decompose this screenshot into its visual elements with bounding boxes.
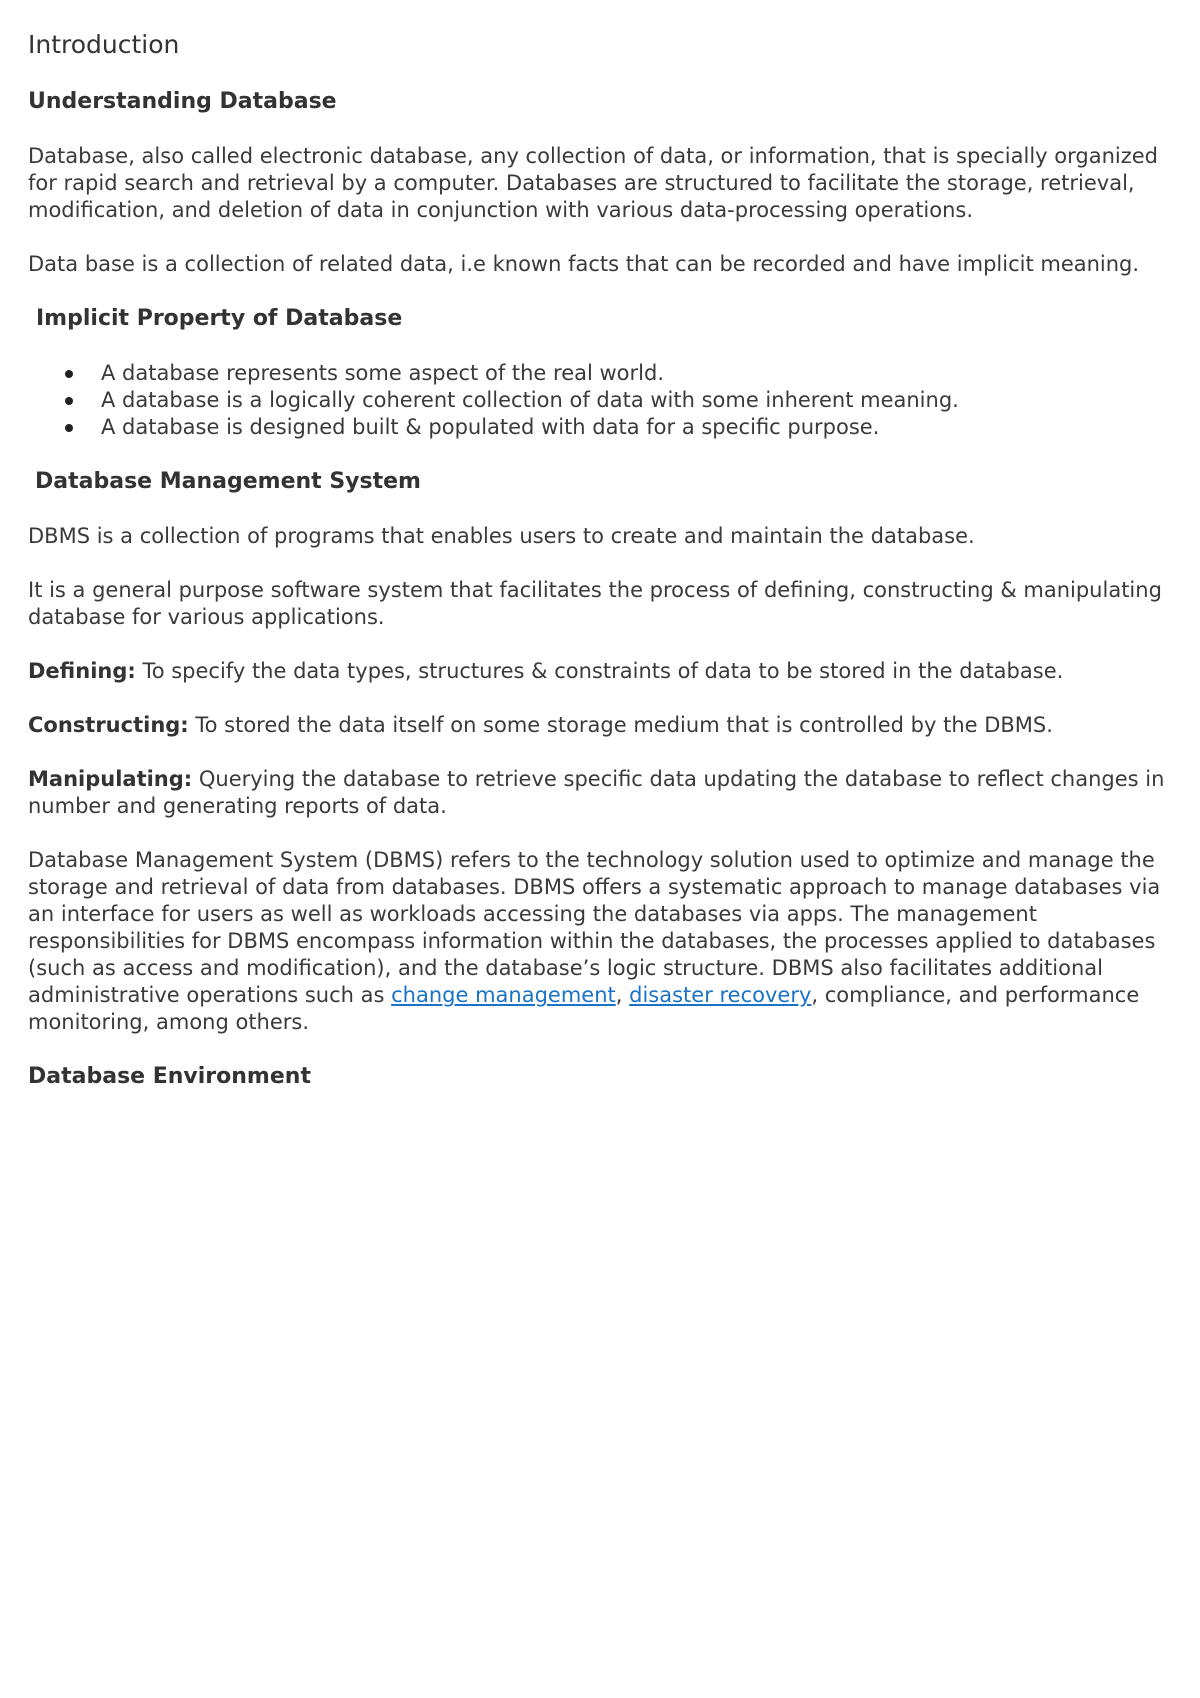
link-separator: , bbox=[615, 983, 630, 1007]
dbms-technology-text: Database Management System (DBMS) refers to the technology solution used to optimize and manage the storage and retrieval of data from databases. DBMS offers a systematic approach to manage databases via an interface for users as well as workloads accessing the databases via apps. The management responsibilities for DBMS encompass information within the databases, the processes applied to databases (such as access and modification), and the database’s logic structure. DBMS also facilitates additional administrative operations such as bbox=[28, 848, 1161, 1007]
paragraph-dbms-definition: DBMS is a collection of programs that enables users to create and maintain the database. bbox=[28, 524, 975, 548]
dbms-technology-text-end: , compliance, and performance monitoring, among others. bbox=[28, 983, 1140, 1034]
constructing-text: To stored the data itself on some storage medium that is controlled by the DBMS. bbox=[188, 713, 1053, 737]
term-defining: Defining: bbox=[28, 659, 136, 683]
bullet-icon bbox=[65, 397, 73, 405]
list-item bbox=[101, 387, 1172, 414]
implicit-property-list bbox=[28, 360, 1172, 441]
list-item bbox=[101, 414, 1172, 441]
defining-text: To specify the data types, structures & constraints of data to be stored in the database. bbox=[135, 659, 1064, 683]
list-item-text: A database is a logically coherent collection of data with some inherent meaning. bbox=[101, 388, 959, 412]
list-item bbox=[101, 360, 1172, 387]
heading-dbms: Database Management System bbox=[35, 469, 421, 494]
heading-understanding-database: Understanding Database bbox=[28, 89, 337, 114]
heading-database-environment: Database Environment bbox=[28, 1064, 311, 1089]
paragraph-dbms-general-purpose: It is a general purpose software system that facilitates the process of defining, constructing & manipulating database for various applications. bbox=[28, 578, 1162, 629]
link-change-management[interactable]: change management bbox=[391, 983, 616, 1007]
list-item-text: A database is designed built & populated with data for a specific purpose. bbox=[101, 415, 880, 439]
heading-implicit-property: Implicit Property of Database bbox=[36, 306, 403, 331]
paragraph-database-definition: Database, also called electronic database, any collection of data, or information, that is specially organized for rapid search and retrieval by a computer. Databases are structured to facilitate the storage, retrieval, modification, and deletion of data in conjunction with various data-processing operations. bbox=[28, 144, 1158, 222]
paragraph-database-related-data: Data base is a collection of related data, i.e known facts that can be recorded and have implicit meaning. bbox=[28, 252, 1140, 276]
document-title: Introduction bbox=[28, 30, 180, 59]
paragraph-dbms-technology bbox=[28, 847, 1172, 1036]
term-manipulating: Manipulating: bbox=[28, 767, 193, 791]
term-constructing: Constructing: bbox=[28, 713, 189, 737]
link-disaster-recovery[interactable]: disaster recovery bbox=[629, 983, 812, 1007]
manipulating-text: Querying the database to retrieve specific data updating the database to reflect changes in number and generating reports of data. bbox=[28, 767, 1165, 818]
bullet-icon bbox=[65, 370, 73, 378]
list-item-text: A database represents some aspect of the real world. bbox=[101, 361, 664, 385]
paragraph-manipulating bbox=[28, 766, 1172, 820]
paragraph-defining bbox=[28, 658, 1172, 685]
paragraph-constructing bbox=[28, 712, 1172, 739]
bullet-icon bbox=[65, 424, 73, 432]
